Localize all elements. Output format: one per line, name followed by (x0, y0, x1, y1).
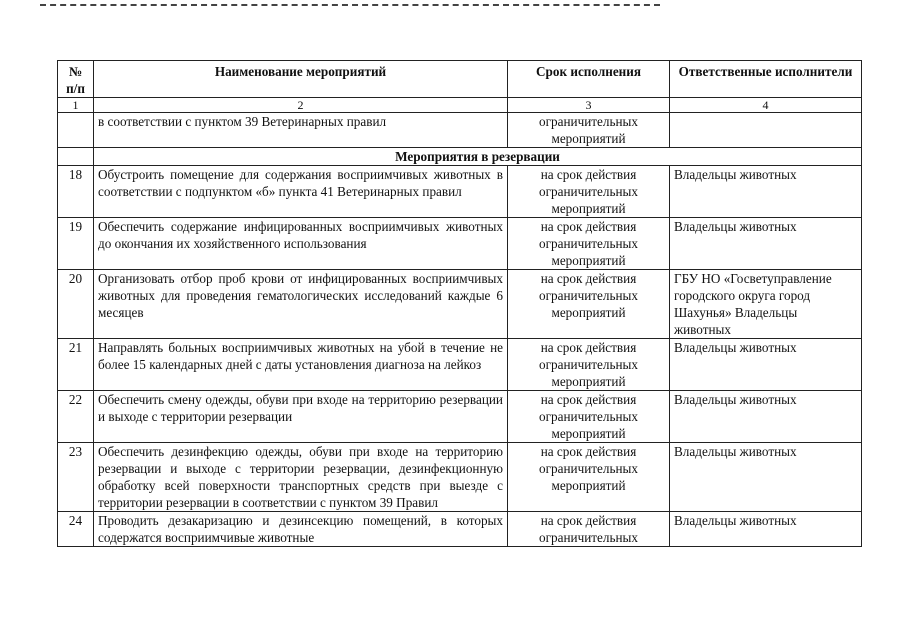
row-term: на срок действия ограничительных мероприятий (508, 391, 670, 443)
row-num: 21 (58, 339, 94, 391)
column-number-row (58, 98, 862, 113)
row-num: 20 (58, 270, 94, 339)
table-row (58, 218, 862, 270)
row-term: на срок действия ограничительных мероприятий (508, 270, 670, 339)
row-num: 24 (58, 512, 94, 547)
row-term: на срок действия ограничительных мероприятий (508, 339, 670, 391)
row-resp: Владельцы животных (670, 218, 862, 270)
row-term: ограничительных мероприятий (508, 113, 670, 148)
row-resp: Владельцы животных (670, 443, 862, 512)
row-term: на срок действия ограничительных мероприятий (508, 443, 670, 512)
table-row (58, 270, 862, 339)
header-row (58, 61, 862, 98)
header-name: Наименование мероприятий (94, 61, 508, 98)
scan-artifact-line (40, 4, 660, 6)
header-resp: Ответственные исполнители (670, 61, 862, 98)
column-number: 3 (508, 98, 670, 113)
row-resp: ГБУ НО «Госветуправление городского округа город Шахунья» Владельцы животных (670, 270, 862, 339)
row-num: 23 (58, 443, 94, 512)
row-name: Обустроить помещение для содержания восприимчивых животных в соответствии с подпунктом «б» пункта 41 Ветеринарных правил (94, 166, 508, 218)
column-number: 2 (94, 98, 508, 113)
row-name: Организовать отбор проб крови от инфицированных восприимчивых животных для проведения гематологических исследований каждые 6 месяцев (94, 270, 508, 339)
section-num (58, 148, 94, 166)
row-num: 18 (58, 166, 94, 218)
row-resp: Владельцы животных (670, 391, 862, 443)
row-name: Направлять больных восприимчивых животных на убой в течение не более 15 календарных дней с даты установления диагноза на лейкоз (94, 339, 508, 391)
row-num: 19 (58, 218, 94, 270)
measures-table (57, 60, 862, 547)
row-term: на срок действия ограничительных мероприятий (508, 218, 670, 270)
table-row (58, 391, 862, 443)
row-name: Обеспечить смену одежды, обуви при входе на территорию резервации и выходе с территории резервации (94, 391, 508, 443)
row-num: 22 (58, 391, 94, 443)
header-term: Срок исполнения (508, 61, 670, 98)
row-name: в соответствии с пунктом 39 Ветеринарных правил (94, 113, 508, 148)
column-number: 4 (670, 98, 862, 113)
row-term: на срок действия ограничительных (508, 512, 670, 547)
row-resp: Владельцы животных (670, 339, 862, 391)
table-row (58, 512, 862, 547)
row-num (58, 113, 94, 148)
row-resp: Владельцы животных (670, 512, 862, 547)
continuation-row (58, 113, 862, 148)
row-name: Обеспечить содержание инфицированных восприимчивых животных до окончания их хозяйственного использования (94, 218, 508, 270)
section-title: Мероприятия в резервации (94, 148, 862, 166)
header-num: № п/п (58, 61, 94, 98)
table-row (58, 443, 862, 512)
row-term: на срок действия ограничительных мероприятий (508, 166, 670, 218)
section-row (58, 148, 862, 166)
row-resp (670, 113, 862, 148)
row-name: Проводить дезакаризацию и дезинсекцию помещений, в которых содержатся восприимчивые животные (94, 512, 508, 547)
table-row (58, 339, 862, 391)
column-number: 1 (58, 98, 94, 113)
row-resp: Владельцы животных (670, 166, 862, 218)
row-name: Обеспечить дезинфекцию одежды, обуви при входе на территорию резервации и выходе с территории резервации, дезинфекционную обработку всей поверхности транспортных средств при выезде с территории резервации в соответствии с пунктом 39 Правил (94, 443, 508, 512)
table-row (58, 166, 862, 218)
